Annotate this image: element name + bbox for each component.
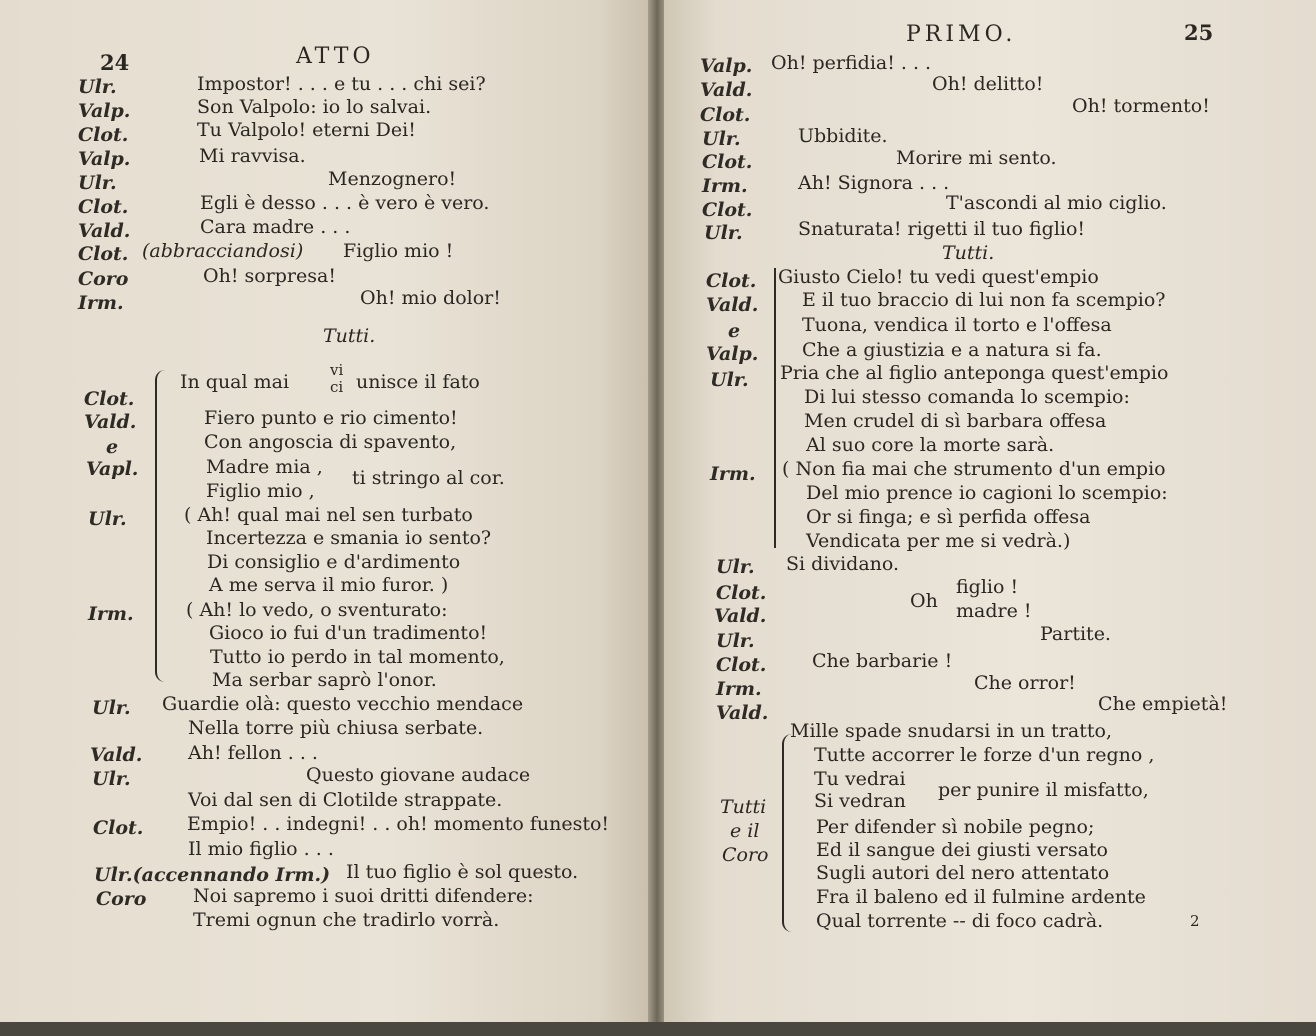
speaker: Coro <box>78 268 129 290</box>
brace <box>155 370 165 682</box>
speaker: Irm. <box>88 603 134 625</box>
verse-line: Tuona, vendica il torto e l'offesa <box>802 314 1112 336</box>
verse-line: T'ascondi al mio ciglio. <box>946 192 1167 214</box>
speaker: Vapl. <box>86 458 139 480</box>
verse-line: Oh! mio dolor! <box>360 287 501 309</box>
stage-direction: (abbracciandosi) <box>142 240 304 262</box>
verse-line: Si vedran <box>814 790 906 812</box>
verse-line: Ah! fellon . . . <box>188 742 318 764</box>
speaker: Clot. <box>700 104 751 126</box>
verse-line: Vendicata per me si vedrà.) <box>806 530 1071 552</box>
verse-line: Oh! tormento! <box>1072 95 1210 117</box>
verse-line: Son Valpolo: io lo salvai. <box>197 96 432 118</box>
verse-line: per punire il misfatto, <box>938 779 1149 801</box>
speaker: Vald. <box>714 605 767 627</box>
verse-line: Nella torre più chiusa serbate. <box>188 717 484 739</box>
verse-line: figlio ! <box>956 576 1019 598</box>
speaker: Valp. <box>700 55 753 77</box>
verse-line: Che barbarie ! <box>812 650 953 672</box>
verse-line: Oh! sorpresa! <box>203 265 336 287</box>
speaker-with-stage-direction: Ulr.(accennando Irm.) <box>94 864 331 886</box>
verse-line: Per difender sì nobile pegno; <box>816 816 1095 838</box>
verse-line: Che a giustizia e a natura si fa. <box>802 339 1102 361</box>
running-header: PRIMO. <box>906 22 1017 47</box>
speaker: Clot. <box>716 654 767 676</box>
verse-line: Del mio prence io cagioni lo scempio: <box>806 482 1168 504</box>
speaker: Ulr. <box>78 76 117 98</box>
running-header: ATTO <box>296 44 375 69</box>
verse-line: Ed il sangue dei giusti versato <box>816 839 1108 861</box>
tutti-label: Tutti. <box>942 242 995 264</box>
verse-line: Di lui stesso comanda lo scempio: <box>804 386 1130 408</box>
verse-line: Morire mi sento. <box>896 147 1057 169</box>
verse-line: Con angoscia di spavento, <box>204 431 457 453</box>
speaker: Ulr. <box>92 697 131 719</box>
speaker: Vald. <box>78 220 131 242</box>
verse-line: Che empietà! <box>1098 693 1228 715</box>
verse-line: Tutte accorrer le forze d'un regno , <box>814 744 1155 766</box>
verse-line: Di consiglio e d'ardimento <box>207 551 461 573</box>
verse-line: Figlio mio ! <box>343 240 454 262</box>
verse-line: Al suo core la morte sarà. <box>806 434 1055 456</box>
speaker: Ulr. <box>716 630 755 652</box>
verse-line: ti stringo al cor. <box>352 467 505 489</box>
speaker: Ulr. <box>92 768 131 790</box>
page-number: 25 <box>1184 20 1214 45</box>
verse-line: Tutto io perdo in tal momento, <box>210 646 505 668</box>
verse-line: Incertezza e smania io sento? <box>206 527 492 549</box>
verse-line: Tremi ognun che tradirlo vorrà. <box>193 909 500 931</box>
page-number: 24 <box>100 50 130 75</box>
speaker: Clot. <box>706 270 757 292</box>
verse-line: Men crudel di sì barbara offesa <box>804 410 1107 432</box>
verse-line: Oh! perfidia! . . . <box>771 52 932 74</box>
verse-line: Impostor! . . . e tu . . . chi sei? <box>197 73 486 95</box>
left-page <box>0 0 650 1036</box>
speaker: Clot. <box>702 151 753 173</box>
verse-line: Ah! Signora . . . <box>798 172 950 194</box>
verse-line: Giusto Cielo! tu vedi quest'empio <box>778 266 1099 288</box>
verse-line: Fra il baleno ed il fulmine ardente <box>816 886 1146 908</box>
speaker: Vald. <box>700 79 753 101</box>
speaker: Irm. <box>710 463 756 485</box>
right-page <box>664 0 1316 1036</box>
brace <box>774 268 776 548</box>
verse-line: Noi sapremo i suoi dritti difendere: <box>193 885 534 907</box>
verse-line: Pria che al figlio anteponga quest'empio <box>780 362 1169 384</box>
verse-line: Ubbidite. <box>798 125 888 147</box>
speaker: Coro <box>96 888 147 910</box>
speaker: Ulr. <box>88 508 127 530</box>
verse-line: Oh <box>910 590 938 612</box>
speaker: Irm. <box>702 175 748 197</box>
speaker: Clot. <box>78 243 129 265</box>
speaker: Ulr. <box>702 128 741 150</box>
verse-line: A me serva il mio furor. ) <box>209 574 449 596</box>
speaker: Coro <box>722 844 769 866</box>
speaker: Clot. <box>716 582 767 604</box>
speaker: Ulr. <box>710 369 749 391</box>
verse-line: Sugli autori del nero attentato <box>816 862 1110 884</box>
verse-line: Partite. <box>1040 623 1111 645</box>
verse-line: unisce il fato <box>356 371 480 393</box>
tutti-label: Tutti. <box>323 325 376 347</box>
speaker: Clot. <box>93 817 144 839</box>
verse-line: Oh! delitto! <box>932 73 1044 95</box>
verse-line: Fiero punto e rio cimento! <box>204 407 458 429</box>
speaker: Clot. <box>78 196 129 218</box>
book-edge <box>0 1022 1316 1036</box>
speaker: Ulr. <box>704 222 743 244</box>
verse-line: Guardie olà: questo vecchio mendace <box>162 693 524 715</box>
speaker: Clot. <box>78 124 129 146</box>
verse-line: In qual mai <box>180 371 290 393</box>
speaker: Ulr. <box>78 172 117 194</box>
speaker: Irm. <box>78 292 124 314</box>
verse-line: Empio! . . indegni! . . oh! momento funesto! <box>187 813 610 835</box>
verse-line: Or si finga; e sì perfida offesa <box>806 506 1091 528</box>
speaker: Clot. <box>84 388 135 410</box>
verse-line: Mi ravvisa. <box>199 145 306 167</box>
speaker: Ulr. <box>716 556 755 578</box>
speaker: Vald. <box>90 744 143 766</box>
verse-line: Egli è desso . . . è vero è vero. <box>200 192 490 214</box>
verse-line: Figlio mio , <box>206 480 315 502</box>
speaker: e <box>106 436 119 458</box>
verse-line: Madre mia , <box>206 456 323 478</box>
verse-line: ( Non fia mai che strumento d'un empio <box>782 458 1166 480</box>
verse-variant: vi <box>330 361 344 379</box>
verse-line: Menzognero! <box>328 168 457 190</box>
verse-line: Questo giovane audace <box>306 764 531 786</box>
verse-line: madre ! <box>956 600 1032 622</box>
verse-line: ( Ah! qual mai nel sen turbato <box>184 504 473 526</box>
verse-line: Gioco io fui d'un tradimento! <box>209 622 488 644</box>
speaker: Vald. <box>84 411 137 433</box>
brace <box>782 734 792 932</box>
speaker: Valp. <box>706 343 759 365</box>
verse-line: Il mio figlio . . . <box>188 838 334 860</box>
verse-line: ( Ah! lo vedo, o sventurato: <box>186 599 448 621</box>
verse-line: Voi dal sen di Clotilde strappate. <box>188 789 503 811</box>
verse-line: Tu Valpolo! eterni Dei! <box>197 119 416 141</box>
speaker: Tutti <box>720 796 767 818</box>
verse-line: Che orror! <box>974 672 1076 694</box>
verse-line: Ma serbar saprò l'onor. <box>212 669 437 691</box>
speaker: Irm. <box>716 678 762 700</box>
speaker: Clot. <box>702 199 753 221</box>
speaker: Vald. <box>716 702 769 724</box>
verse-line: Si dividano. <box>786 553 900 575</box>
speaker: e il <box>730 820 760 842</box>
speaker: Valp. <box>78 148 131 170</box>
signature-mark: 2 <box>1190 912 1200 930</box>
verse-line: Mille spade snudarsi in un tratto, <box>790 720 1112 742</box>
verse-line: Qual torrente -- di foco cadrà. <box>816 910 1104 932</box>
verse-line: Tu vedrai <box>814 768 906 790</box>
verse-line: Snaturata! rigetti il tuo figlio! <box>798 218 1086 240</box>
verse-line: E il tuo braccio di lui non fa scempio? <box>802 289 1166 311</box>
speaker: e <box>728 320 741 342</box>
speaker: Vald. <box>706 294 759 316</box>
verse-line: Cara madre . . . <box>200 216 351 238</box>
verse-line: Il tuo figlio è sol questo. <box>346 861 579 883</box>
verse-variant: ci <box>330 378 344 396</box>
speaker: Valp. <box>78 100 131 122</box>
